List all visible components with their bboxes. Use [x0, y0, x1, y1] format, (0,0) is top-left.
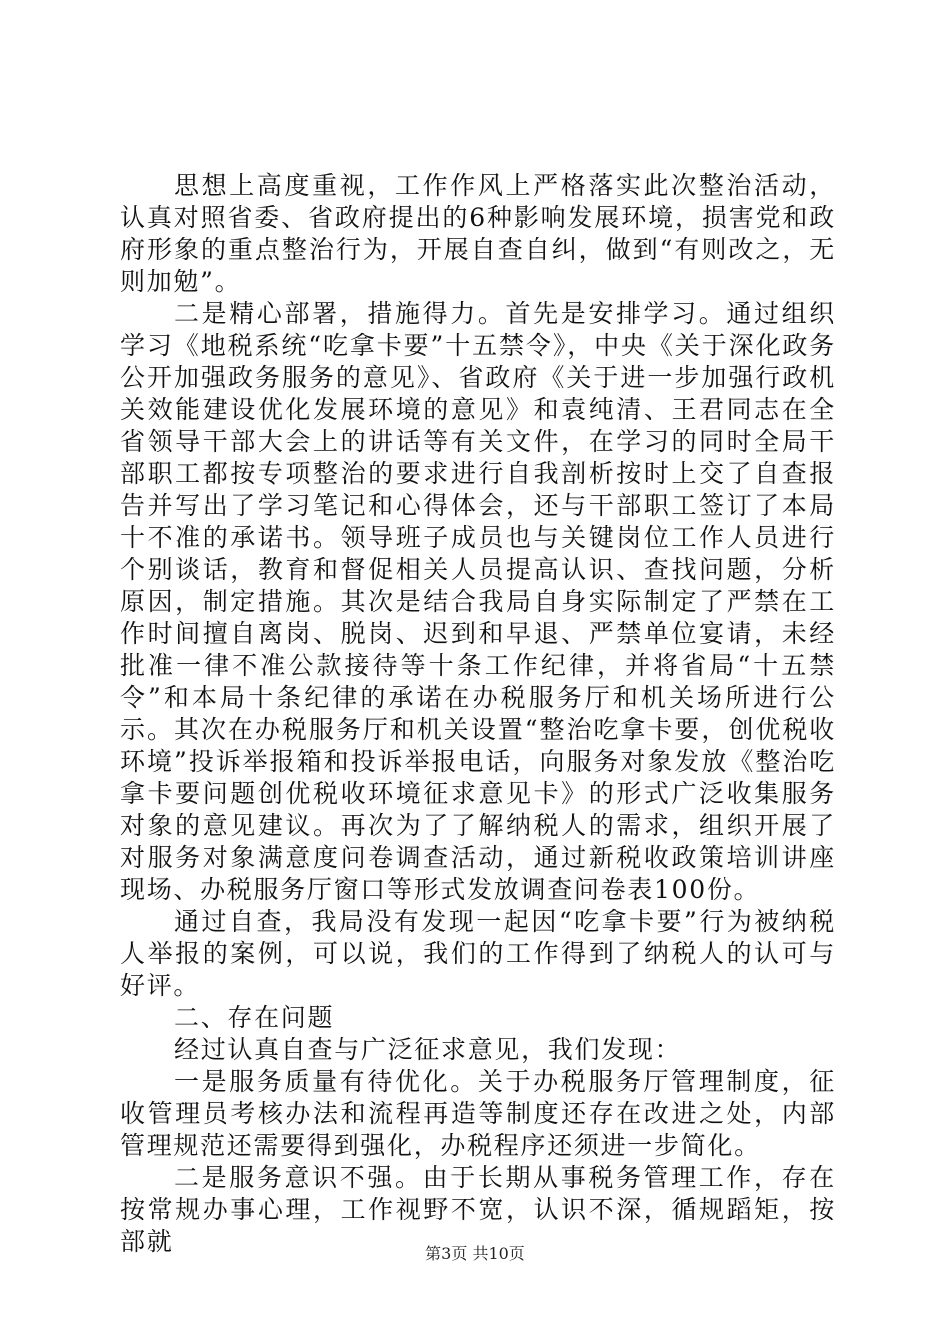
paragraph-5: 经过认真自查与广泛征求意见，我们发现： [174, 1035, 682, 1064]
paragraph-7: 二是服务意识不强。由于长期从事税务管理工作，存在按常规办事心理，工作视野不宽，认识不深，循规蹈矩，按部就 [120, 1163, 836, 1256]
page-number-footer: 第3页 共10页 [425, 1244, 525, 1263]
paragraph-3: 通过自查，我局没有发现一起因“吃拿卡要”行为被纳税人举报的案例，可以说，我们的工作得到了纳税人的认可与好评。 [120, 907, 836, 1000]
paragraph-6: 一是服务质量有待优化。关于办税服务厅管理制度，征收管理员考核办法和流程再造等制度还存在改进之处，内部管理规范还需要得到强化，办税程序还须进一步简化。 [120, 1067, 836, 1160]
section-heading-problems: 二、存在问题 [174, 1003, 335, 1032]
document-body [120, 170, 836, 1258]
paragraph-2: 二是精心部署，措施得力。首先是安排学习。通过组织学习《地税系统“吃拿卡要”十五禁令》，中央《关于深化政务公开加强政务服务的意见》、省政府《关于进一步加强行政机关效能建设优化发展环境的意见》和袁纯清、王君同志在全省领导干部大会上的讲话等有关文件，在学习的同时全局干部职工都按专项整治的要求进行自我剖析按时上交了自查报告并写出了学习笔记和心得体会，还与干部职工签订了本局十不准的承诺书。领导班子成员也与关键岗位工作人员进行个别谈话，教育和督促相关人员提高认识、查找问题，分析原因，制定措施。其次是结合我局自身实际制定了严禁在工作时间擅自离岗、脱岗、迟到和早退、严禁单位宴请，未经批准一律不准公款接待等十条工作纪律，并将省局“十五禁令”和本局十条纪律的承诺在办税服务厅和机关场所进行公示。其次在办税服务厅和机关设置“整治吃拿卡要，创优税收环境”投诉举报箱和投诉举报电话，向服务对象发放《整治吃拿卡要问题创优税收环境征求意见卡》的形式广泛收集服务对象的意见建议。再次为了了解纳税人的需求，组织开展了对服务对象满意度问卷调查活动，通过新税收政策培训讲座现场、办税服务厅窗口等形式发放调查问卷表100份。 [120, 299, 836, 904]
paragraph-1: 思想上高度重视，工作作风上严格落实此次整治活动，认真对照省委、省政府提出的6种影响发展环境，损害党和政府形象的重点整治行为，开展自查自纠，做到“有则改之，无则加勉”。 [120, 171, 836, 296]
